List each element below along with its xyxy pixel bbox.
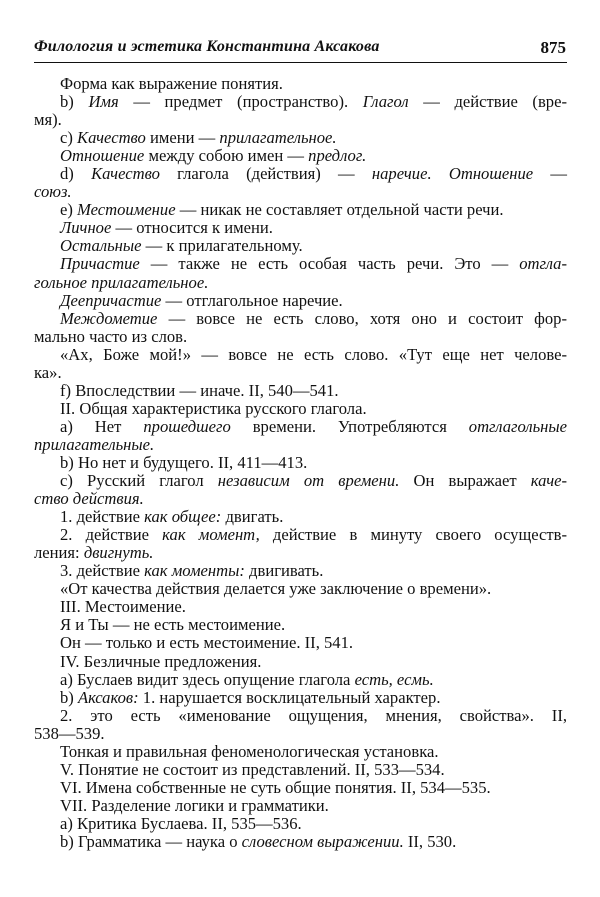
text-line: [60, 707, 567, 725]
text-span: действие в минуту своего осуществ-: [259, 525, 567, 545]
text-span: b) Но нет и будущего. II, 411—413.: [60, 452, 308, 472]
text-span: «Ах, Боже мой!» — вовсе не есть слово. «Тут еще нет челове-: [60, 344, 567, 364]
body-text: [34, 74, 568, 851]
text-span: IV. Безличные предложения.: [60, 651, 262, 671]
italic-span: Остальные: [60, 236, 142, 256]
italic-span: Глагол: [362, 92, 409, 112]
text-line: [60, 237, 567, 255]
text-line: [60, 75, 567, 93]
text-line: [34, 364, 567, 382]
italic-span: как момент,: [162, 525, 260, 545]
text-span: мально часто из слов.: [34, 326, 188, 346]
text-span: ления:: [34, 543, 84, 563]
text-line: [34, 725, 567, 743]
italic-span: словесном выражении.: [241, 831, 404, 851]
text-span: f) Впоследствии — иначе. II, 540—541.: [60, 380, 339, 400]
text-span: 3. действие: [60, 561, 145, 581]
text-span: Форма как выражение понятия.: [60, 74, 283, 93]
italic-span: Отношение: [60, 146, 145, 166]
text-span: 1. нарушается восклицательный характер.: [138, 687, 441, 707]
text-line: [60, 634, 567, 652]
text-span: — никак не составляет отдельной части речи.: [175, 200, 504, 220]
text-line: [60, 454, 567, 472]
text-span: III. Местоимение.: [60, 597, 186, 617]
text-span: Я и Ты — не есть местоимение.: [60, 615, 286, 635]
text-line: [60, 201, 567, 219]
text-span: 2. это есть «именование ощущения, мнения, свойства». II,: [60, 705, 567, 725]
text-line: [60, 815, 567, 833]
text-span: a) Критика Буслаева. II, 535—536.: [60, 813, 302, 833]
text-line: [60, 580, 567, 598]
text-span: — отглагольное наречие.: [161, 290, 343, 310]
text-span: мя).: [34, 110, 62, 130]
text-line: [60, 382, 567, 400]
italic-span: Местоимение: [77, 200, 176, 220]
text-span: — предмет (пространство).: [118, 92, 363, 112]
text-span: VII. Разделение логики и грамматики.: [60, 795, 329, 815]
text-span: — относится к имени.: [111, 218, 273, 238]
text-line: [60, 310, 567, 328]
text-span: b) Грамматика — наука о: [60, 831, 242, 851]
text-span: II. Общая характеристика русского глагола.: [60, 398, 367, 418]
text-span: c): [60, 128, 78, 148]
italic-span: Качество: [91, 164, 160, 184]
italic-span: Личное: [60, 218, 112, 238]
text-span: c) Русский глагол: [60, 471, 218, 491]
italic-span: отгла-: [519, 254, 567, 274]
text-span: 538—539.: [34, 723, 105, 743]
text-line: [60, 255, 567, 273]
text-span: — к прилагательному.: [141, 236, 303, 256]
text-line: [60, 147, 567, 165]
text-span: b): [60, 92, 89, 112]
text-line: [60, 616, 567, 634]
text-span: b): [60, 687, 78, 707]
text-line: [34, 490, 567, 508]
text-span: VI. Имена собственные не суть общие понятия. II, 534—535.: [60, 777, 491, 797]
text-line: [60, 779, 567, 797]
italic-span: как моменты:: [144, 561, 245, 581]
text-line: [34, 274, 567, 292]
text-line: [60, 526, 567, 544]
text-line: [60, 797, 567, 815]
text-span: —: [533, 164, 567, 184]
text-line: [60, 129, 567, 147]
italic-span: как общее:: [144, 507, 222, 527]
text-span: Тонкая и правильная феноменологическая установка.: [60, 741, 439, 761]
italic-span: союз.: [34, 182, 72, 202]
text-line: [60, 219, 567, 237]
text-span: 1. действие: [60, 507, 145, 527]
text-line: [60, 598, 567, 616]
text-span: ка».: [34, 362, 62, 382]
text-span: d): [60, 164, 92, 184]
italic-span: каче-: [530, 471, 568, 491]
italic-span: прилагательное.: [219, 128, 337, 148]
text-line: [34, 183, 567, 201]
page-number: 875: [540, 38, 566, 57]
text-span: a) Буслаев видит здесь опущение глагола: [60, 669, 355, 689]
text-span: — действие (вре-: [408, 92, 567, 112]
text-span: II, 530.: [403, 831, 457, 851]
text-span: a) Нет: [60, 416, 144, 436]
italic-span: Качество: [77, 128, 146, 148]
text-line: [34, 328, 567, 346]
text-line: [34, 111, 567, 129]
text-span: — вовсе не есть слово, хотя оно и состоит фор-: [157, 308, 567, 328]
text-span: 2. действие: [60, 525, 163, 545]
text-line: [60, 508, 567, 526]
text-span: Он выражает: [399, 471, 531, 491]
text-line: [60, 761, 567, 779]
text-line: [60, 292, 567, 310]
text-line: [60, 472, 567, 490]
text-line: [34, 436, 567, 454]
italic-span: Междометие: [60, 308, 158, 328]
text-span: времени. Употребляются: [230, 416, 469, 436]
italic-span: Деепричастие: [60, 290, 162, 310]
italic-span: Имя: [88, 92, 119, 112]
text-line: [60, 689, 567, 707]
text-span: Он — только и есть местоимение. II, 541.: [60, 633, 354, 653]
text-line: [60, 653, 567, 671]
text-span: между собою имен —: [144, 146, 309, 166]
italic-span: гольное прилагательное.: [34, 272, 209, 292]
text-line: [60, 93, 567, 111]
text-line: [60, 833, 567, 851]
text-span: двигать.: [221, 507, 284, 527]
italic-span: отглагольные: [468, 416, 568, 436]
text-span: V. Понятие не состоит из представлений. II, 533—534.: [60, 759, 445, 779]
text-line: [60, 562, 567, 580]
text-span: имени —: [145, 128, 220, 148]
text-line: [60, 346, 567, 364]
text-line: [34, 544, 567, 562]
text-span: «От качества действия делается уже заключение о времени».: [60, 579, 492, 599]
text-span: — также не есть особая часть речи. Это —: [139, 254, 520, 274]
italic-span: ство действия.: [34, 489, 144, 509]
italic-span: наречие. Отношение: [371, 164, 534, 184]
text-line: [60, 418, 567, 436]
text-span: e): [60, 200, 78, 220]
italic-span: Аксаков:: [77, 687, 139, 707]
text-line: [60, 743, 567, 761]
italic-span: Причастие: [60, 254, 140, 274]
italic-span: двигнуть.: [83, 543, 154, 563]
text-span: двигивать.: [244, 561, 324, 581]
italic-span: независим от времени.: [217, 471, 400, 491]
text-line: [60, 400, 567, 418]
italic-span: есть, есмь.: [354, 669, 434, 689]
text-line: [60, 165, 567, 183]
text-span: глагола (действия) —: [159, 164, 372, 184]
italic-span: прошедшего: [143, 416, 231, 436]
text-line: [60, 671, 567, 689]
italic-span: предлог.: [308, 146, 367, 166]
header-rule: [34, 62, 567, 63]
italic-span: прилагательные.: [34, 434, 155, 454]
page-header: [34, 38, 566, 60]
running-title: Филология и эстетика Константина Аксакова: [34, 38, 380, 55]
